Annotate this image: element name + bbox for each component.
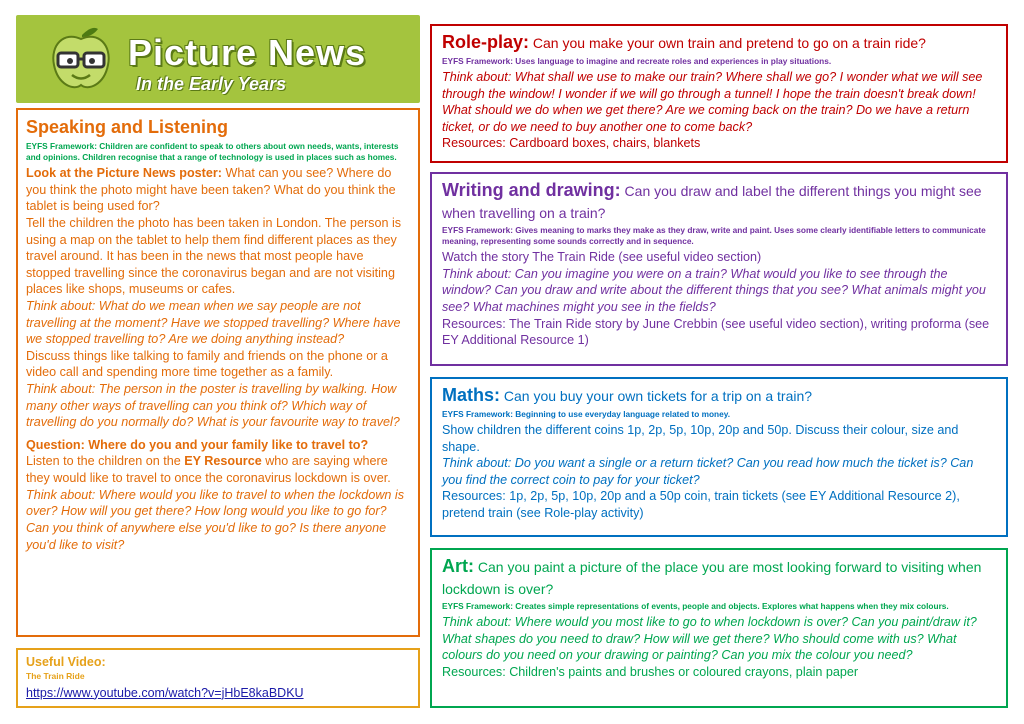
art-think: Think about: Where would you most like to go to when lockdown is over? Can you paint/draw it? What shapes do you need to draw? How will we get there? Who should come with us? What colours do you need on your drawing or painting? Can you mix the colour you need? [442, 615, 977, 663]
roleplay-question: Can you make your own train and pretend to go on a train ride? [529, 35, 926, 51]
maths-question: Can you buy your own tickets for a trip on a train? [500, 388, 813, 404]
writing-title-line [442, 179, 996, 224]
apple-logo-icon [46, 25, 116, 95]
roleplay-resources: Resources: Cardboard boxes, chairs, blankets [442, 136, 701, 151]
maths-show: Show children the different coins 1p, 2p, 5p, 10p, 20p and 50p. Discuss their colour, size and shape. [442, 422, 959, 454]
speaking-para-5: Think about: The person in the poster is travelling by walking. How many other ways of travelling can you think of? Which way of travelling do you normally do? What is your favourite way to travel? [26, 382, 400, 430]
video-title: The Train Ride [26, 670, 85, 681]
roleplay-title-line [442, 31, 996, 55]
art-box [430, 548, 1008, 708]
ey-resource-link: EY Resource [184, 454, 262, 469]
writing-resources: Resources: The Train Ride story by June Crebbin (see useful video section), writing proforma (see EY Additional Resource 1) [442, 316, 990, 348]
roleplay-think: Think about: What shall we use to make our train? Where shall we go? I wonder what we will see through the window! I wonder if we will go through a tunnel! I hope the train doesn't break down! What should we do when we get there? Are we coming back on the train? Do we have a return ticket, or do we need to buy another one to come back? [442, 69, 983, 134]
writing-drawing-box [430, 172, 1008, 366]
maths-framework: EYFS Framework: Beginning to use everyday language related to money. [442, 408, 731, 419]
listen-text-end: who are saying where they would like to travel to once the coronavirus lockdown is over. [26, 454, 391, 486]
art-resources: Resources: Children's paints and brushes or coloured crayons, plain paper [442, 664, 859, 679]
maths-title-line [442, 384, 996, 408]
poster-prompt: Look at the Picture News poster: [26, 166, 222, 181]
speaking-para-3: Think about: What do we mean when we say people are not travelling at the moment? Have we stopped travelling? Where have we stopped travelling to? Are we doing anything instead? [26, 299, 401, 347]
maths-box [430, 377, 1008, 537]
video-heading: Useful Video: [26, 655, 106, 669]
speaking-question: Question: Where do you and your family like to travel to? [26, 437, 369, 452]
art-title-line [442, 555, 996, 600]
art-heading: Art: [442, 556, 474, 576]
maths-think: Think about: Do you want a single or a return ticket? Can you read how much the ticket is? Can you find the correct coin to pay for your ticket? [442, 456, 974, 487]
speaking-para-7: Think about: Where would you like to travel to when the lockdown is over? How will you get there? How long would you like to go for? Can you think of anywhere else you'd like to go? Is there anyone you'd like to visit? [26, 487, 405, 552]
writing-framework: EYFS Framework: Gives meaning to marks they make as they draw, write and paint. Uses some clearly identifiable letters to communicate meaning, representing some sounds correctly and in sequence. [442, 224, 986, 247]
speaking-para-6 [26, 453, 410, 486]
speaking-listening-box [16, 108, 420, 637]
roleplay-heading: Role-play: [442, 32, 530, 52]
writing-heading: Writing and drawing: [442, 180, 621, 200]
art-framework: EYFS Framework: Creates simple representations of events, people and objects. Explores what happens when they mix colours. [442, 600, 949, 611]
banner-subtitle: In the Early Years [136, 74, 287, 94]
art-question: Can you paint a picture of the place you are most looking forward to visiting when lockdown is over? [442, 559, 982, 597]
maths-resources: Resources: 1p, 2p, 5p, 10p, 20p and a 50p coin, train tickets (see EY Additional Resource 2), pretend train (see Role-play activity) [442, 489, 960, 520]
roleplay-box [430, 24, 1008, 163]
maths-heading: Maths: [442, 385, 500, 405]
banner [16, 15, 420, 103]
speaking-heading: Speaking and Listening [26, 117, 229, 137]
video-link[interactable]: https://www.youtube.com/watch?v=jHbE8kaBDKU [26, 685, 304, 700]
listen-text: Listen to the children on the [26, 454, 185, 469]
speaking-para-4: Discuss things like talking to family and friends on the phone or a video call and spending more time together as a family. [26, 348, 388, 380]
writing-watch: Watch the story The Train Ride (see useful video section) [442, 250, 762, 265]
speaking-para-2: Tell the children the photo has been taken in London. The person is using a map on the tablet to help them find different places as they travel around. It has been in the news that most people have stopped travelling since the coronavirus began and are not visiting places like shops, museums or cafes. [26, 215, 402, 297]
writing-question: Can you draw and label the different things you might see when travelling on a train? [442, 183, 982, 221]
poster-questions: What can you see? Where do you think the photo might have been taken? What do you think the tablet is being used for? [26, 166, 396, 214]
speaking-para-1 [26, 165, 410, 215]
useful-video-box [16, 648, 420, 708]
banner-title: Picture News [128, 32, 367, 73]
roleplay-framework: EYFS Framework: Uses language to imagine and recreate roles and experiences in play situations. [442, 55, 832, 66]
speaking-framework: EYFS Framework: Children are confident to speak to others about own needs, wants, interests and opinions. Children recognise that a range of technology is used in places such as homes. [26, 140, 399, 162]
writing-think: Think about: Can you imagine you were on a train? What would you like to see through the window? Can you draw and write about the different things that you see? What animals might you see? What machines might you see in the fields? [442, 266, 986, 315]
